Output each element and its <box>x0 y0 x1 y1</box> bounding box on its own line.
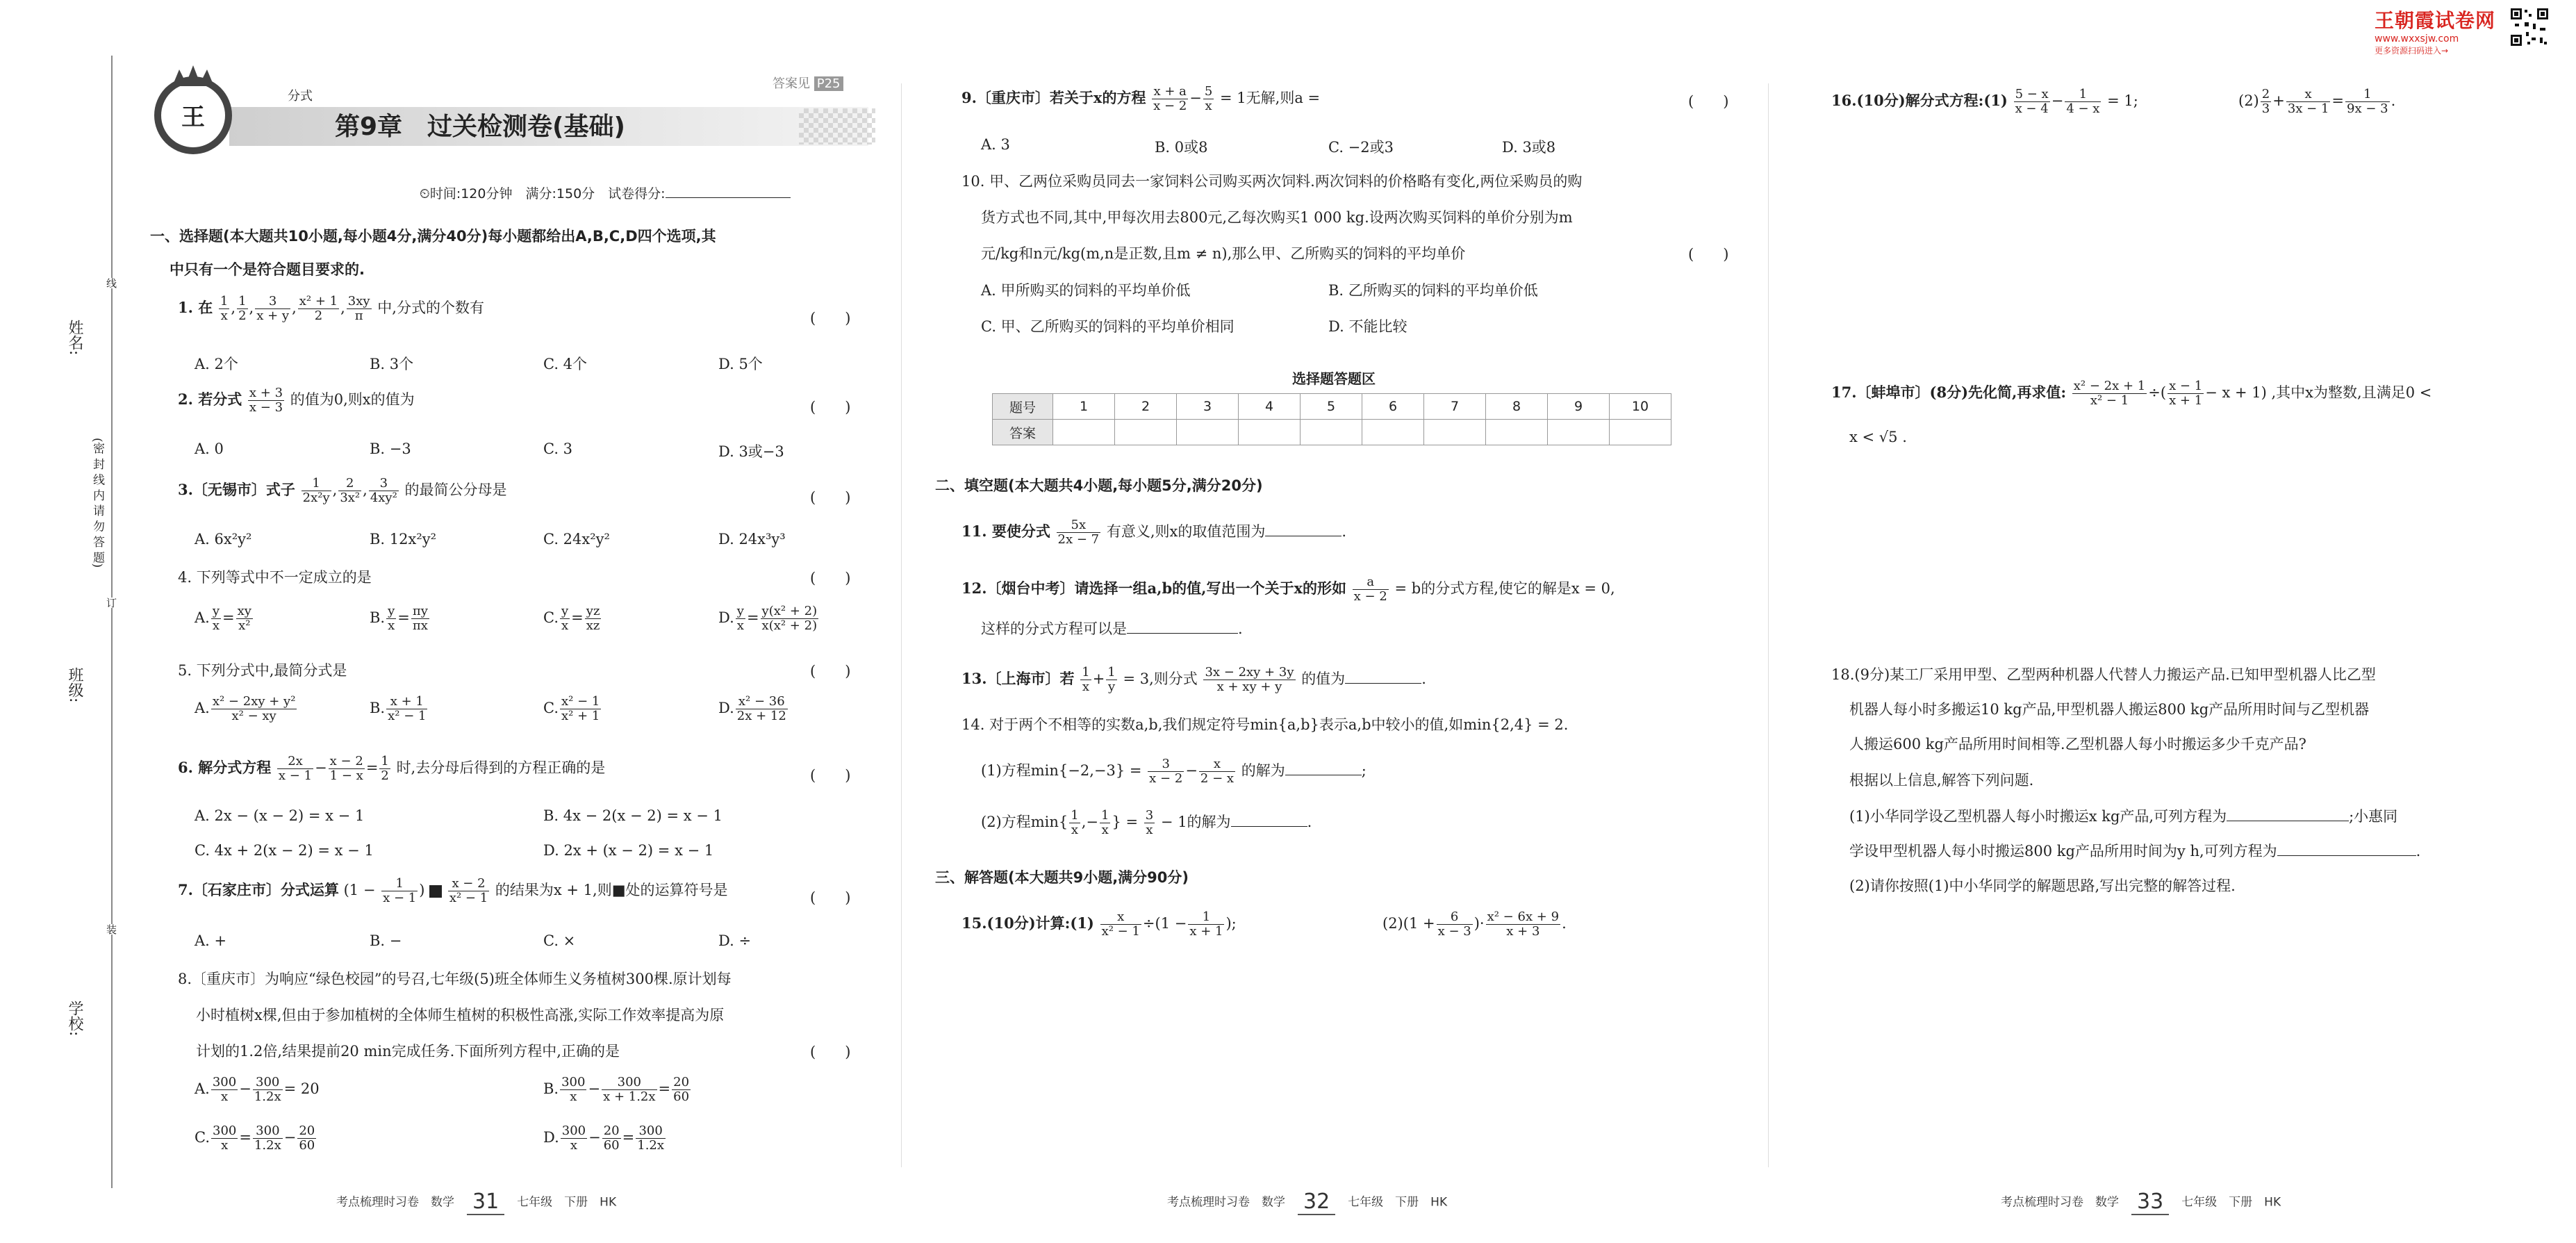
question-18-part2: (2)请你按照(1)中小华同学的解题思路,写出完整的解答过程. <box>1849 878 2236 894</box>
brand-name: 王朝霞试卷网 <box>2375 9 2496 32</box>
page-title: 第9章 过关检测卷(基础) <box>335 113 625 141</box>
option-a[interactable]: A. 甲所购买的饲料的平均单价低 <box>981 282 1191 299</box>
question-12-cont: 这样的分式方程可以是 . <box>981 620 1243 637</box>
question-1: 1. 在 $\frac{1}{x}$ , $\frac{1}{2}$ , $\frac{3}{x + y}$ , $\frac{\text{x² + 1}}{2}$ , $\frac{3xy}{\pi}$ 中,分式的个数有 <box>178 294 484 323</box>
question-10: 10. 甲、乙两位采购员同去一家饲料公司购买两次饲料.两次饲料的价格略有变化,两位采购员的购 <box>961 173 1583 190</box>
page-footer: 考点梳理时习卷 数学 32 七年级 下册 HK <box>1167 1190 1448 1214</box>
table-num: 7 <box>1424 394 1486 420</box>
page-divider-2 <box>1768 83 1769 1167</box>
option-d[interactable]: D. $\frac{y}{x}$ = $\frac{\text{y(x² + 2)}}{\text{x(x² + 2)}}$ <box>718 604 818 633</box>
question-10-cont: 货方式也不同,其中,甲每次用去800元,乙每次购买1 000 kg.设两次购买饲料的单价分别为m <box>981 209 1573 226</box>
question-18-cont: 人搬运600 kg产品所用时间相等.乙型机器人每小时搬运多少千克产品? <box>1849 736 2306 752</box>
option-a[interactable]: A. + <box>195 932 227 949</box>
subject-tag: 分式 <box>288 89 313 104</box>
table-num: 5 <box>1301 394 1362 420</box>
answer-cell[interactable] <box>1548 420 1610 445</box>
school-label: 学校: <box>66 1001 83 1037</box>
option-a[interactable]: A. 0 <box>195 441 224 457</box>
option-c[interactable]: C. 3 <box>543 441 573 457</box>
page-32 <box>903 0 1765 1243</box>
answer-cell[interactable] <box>1239 420 1301 445</box>
brand-tagline: 更多资源扫码进入→ <box>2375 46 2449 56</box>
question-12: 12.〔烟台中考〕请选择一组a,b的值,写出一个关于x的形如 $\frac{a}{x - 2}$ = b的分式方程,使它的解是x = 0, <box>961 575 1615 604</box>
svg-text:王: 王 <box>181 104 205 131</box>
answer-paren[interactable]: ( ) <box>810 489 851 506</box>
answer-paren[interactable]: ( ) <box>810 399 851 415</box>
table-num: 6 <box>1362 394 1424 420</box>
question-16-part2: (2) $\frac{2}{3}$ + $\frac{x}{3x - 1}$ = $\frac{1}{9x - 3}$ . <box>2238 87 2396 116</box>
answer-cell[interactable] <box>1486 420 1548 445</box>
option-c[interactable]: C. 4个 <box>543 356 588 372</box>
question-5: 5. 下列分式中,最简分式是 <box>178 662 347 679</box>
option-a[interactable]: A. 6x²y² <box>195 531 252 548</box>
answer-cell[interactable] <box>1115 420 1177 445</box>
page-31 <box>0 0 896 1243</box>
answer-cell[interactable] <box>1610 420 1671 445</box>
cut-mark-ding: 订 <box>105 598 117 608</box>
question-7: 7.〔石家庄市〕分式运算 (1 − $\frac{1}{x - 1}$ ) $\frac{x - 2}{\text{x² − 1}}$ 的结果为x + 1,则■处的运算符号是 <box>178 876 728 905</box>
option-d[interactable]: D. 3或−3 <box>718 443 784 460</box>
option-a[interactable]: A. 2个 <box>195 356 238 372</box>
answer-table <box>992 393 1671 445</box>
option-d[interactable]: D. $\frac{300}{x}$ − $\frac{20}{60}$ = $\frac{300}{1.2x}$ <box>543 1123 665 1153</box>
answer-ref-page: P25 <box>814 76 843 91</box>
answer-table-header-row <box>993 394 1671 420</box>
page-33 <box>1772 0 2576 1243</box>
answer-ref-label: 答案见 <box>773 76 810 91</box>
question-2: 2. 若分式 $\frac{x + 3}{x - 3}$ 的值为0,则x的值为 <box>178 386 415 415</box>
option-b[interactable]: B. 12x²y² <box>370 531 437 548</box>
section1-heading: 一、选择题(本大题共10小题,每小题4分,满分40分)每小题都给出A,B,C,D四个选项,其 <box>150 228 716 245</box>
option-b[interactable]: B. $\frac{x + 1}{\text{x² − 1}}$ <box>370 694 427 723</box>
question-10-cont: 元/kg和n元/kg(m,n是正数,且m ≠ n),那么甲、乙所购买的饲料的平均单价 <box>981 245 1466 262</box>
question-16: 16.(10分)解分式方程:(1) $\frac{5 - x}{x - 4}$ − $\frac{1}{4 - x}$ = 1; <box>1831 87 2138 116</box>
answer-paren[interactable]: ( ) <box>810 889 851 906</box>
table-header: 题号 <box>993 394 1053 420</box>
question-15-part2: (2)(1 + $\frac{6}{x - 3}$ )· $\frac{\text{x² − 6x + 9}}{x + 3}$ . <box>1382 909 1567 939</box>
table-num: 4 <box>1239 394 1301 420</box>
option-c[interactable]: C. 24x²y² <box>543 531 610 548</box>
answer-paren[interactable]: ( ) <box>810 1044 851 1060</box>
exam-meta: ⏲时间:120分钟 满分:150分 试卷得分: <box>420 183 791 204</box>
option-b[interactable]: B. $\frac{y}{x}$ = $\frac{\pi y}{\pi x}$ <box>370 604 428 633</box>
answer-table-title: 选择题答题区 <box>1292 370 1376 387</box>
table-num: 3 <box>1177 394 1239 420</box>
score-blank[interactable] <box>666 197 791 198</box>
section2-heading: 二、填空题(本大题共4小题,每小题5分,满分20分) <box>935 477 1263 494</box>
question-3: 3.〔无锡市〕式子 $\frac{1}{\text{2x²y}}$ , $\frac{2}{\text{3x²}}$ , $\frac{3}{\text{4xy²}}$ 的最简公分母是 <box>178 476 507 505</box>
page-footer: 考点梳理时习卷 数学 31 七年级 下册 HK <box>336 1190 617 1214</box>
question-6: 6. 解分式方程 $\frac{2x}{x - 1}$ − $\frac{x - 2}{1 - x}$ = $\frac{1}{2}$ 时,去分母后得到的方程正确的是 <box>178 754 606 783</box>
option-b[interactable]: B. 0或8 <box>1155 139 1208 156</box>
option-d[interactable]: D. 5个 <box>718 356 763 372</box>
answer-paren[interactable]: ( ) <box>810 310 851 327</box>
question-8: 8.〔重庆市〕为响应“绿色校园”的号召,七年级(5)班全体师生义务植树300棵.原计划每 <box>178 971 732 987</box>
option-b[interactable]: B. − <box>370 932 402 949</box>
question-11: 11. 要使分式 $\frac{5x}{2x - 7}$ 有意义,则x的取值范围为 . <box>961 518 1347 547</box>
option-c[interactable]: C. 甲、乙所购买的饲料的平均单价相同 <box>981 318 1235 335</box>
question-18-part1: (1)小华同学设乙型机器人每小时搬运x kg产品,可列方程为 ;小惠同 <box>1849 808 2398 825</box>
option-b[interactable]: B. −3 <box>370 441 411 457</box>
fill-blank[interactable] <box>1231 826 1307 827</box>
option-a[interactable]: A. $\frac{\text{x² − 2xy + y²}}{\text{x² − xy}}$ <box>195 694 296 723</box>
option-b[interactable]: B. 3个 <box>370 356 414 372</box>
answer-table-answer-row <box>993 420 1671 445</box>
banner-pattern <box>799 108 875 145</box>
page-footer: 考点梳理时习卷 数学 33 七年级 下册 HK <box>2001 1190 2281 1214</box>
question-18-cont: 机器人每小时多搬运10 kg产品,甲型机器人搬运800 kg产品所用时间与乙型机器 <box>1849 701 2370 718</box>
option-d[interactable]: D. $\frac{\text{x² − 36}}{2x + 12}$ <box>718 694 786 723</box>
brand-url: www.wxxsjw.com <box>2375 33 2459 44</box>
option-d[interactable]: D. 2x + (x − 2) = x − 1 <box>543 842 714 859</box>
answer-paren[interactable]: ( ) <box>1688 246 1729 263</box>
answer-paren[interactable]: ( ) <box>1688 93 1729 110</box>
option-a[interactable]: A. 2x − (x − 2) = x − 1 <box>195 807 365 824</box>
answer-reference <box>773 74 843 94</box>
fill-blank[interactable] <box>2277 855 2416 856</box>
name-label: 姓名: <box>66 320 83 356</box>
question-14-part1: (1)方程min{−2,−3} = $\frac{3}{x - 2}$ − $\frac{x}{2 - x}$ 的解为 ; <box>981 757 1367 786</box>
option-d[interactable]: D. 不能比较 <box>1328 318 1407 335</box>
page-number: 33 <box>2131 1190 2169 1215</box>
table-num: 1 <box>1053 394 1115 420</box>
question-8-cont: 小时植树x棵,但由于参加植树的全体师生植树的积极性高涨,实际工作效率提高为原 <box>196 1007 725 1023</box>
option-d[interactable]: D. 3或8 <box>1502 139 1556 156</box>
answer-cell[interactable] <box>1362 420 1424 445</box>
question-13: 13.〔上海市〕若 $\frac{1}{x}$ + $\frac{1}{y}$ = 3,则分式 $\frac{3x - 2xy + 3y}{x + xy + y}$ 的值为 . <box>961 665 1426 694</box>
answer-cell[interactable] <box>1177 420 1239 445</box>
page-divider-1 <box>901 83 902 1167</box>
option-a[interactable]: A. $\frac{300}{x}$ − $\frac{300}{1.2x}$ = 20 <box>195 1075 320 1104</box>
answer-cell[interactable] <box>1053 420 1115 445</box>
option-c[interactable]: C. $\frac{y}{x}$ = $\frac{yz}{xz}$ <box>543 604 600 633</box>
page-number: 32 <box>1298 1190 1335 1215</box>
answer-paren[interactable]: ( ) <box>810 663 851 680</box>
question-17-cont: x < √5 . <box>1849 429 1907 445</box>
option-c[interactable]: C. 4x + 2(x − 2) = x − 1 <box>195 842 374 859</box>
fill-blank[interactable] <box>1127 633 1238 634</box>
answer-paren[interactable]: ( ) <box>810 570 851 586</box>
option-c[interactable]: C. × <box>543 932 576 949</box>
question-14-part2: (2)方程min{ $\frac{1}{x}$ ,− $\frac{1}{x}$ } = $\frac{3}{x}$ − 1的解为 . <box>981 808 1312 837</box>
class-label: 班级: <box>66 667 83 703</box>
option-c[interactable]: C. $\frac{\text{x² − 1}}{\text{x² + 1}}$ <box>543 694 600 723</box>
answer-cell[interactable] <box>1424 420 1486 445</box>
table-num: 10 <box>1610 394 1671 420</box>
option-d[interactable]: D. ÷ <box>718 932 752 949</box>
question-17: 17.〔蚌埠市〕(8分)先化简,再求值: $\frac{\text{x² − 2x + 1}}{\text{x² − 1}}$ ÷( $\frac{x - 1}{x + 1}$ − x + 1) ,其中x为整数,且满足0 < <box>1831 379 2432 408</box>
cut-mark-line: 线 <box>105 278 117 288</box>
question-4: 4. 下列等式中不一定成立的是 <box>178 569 372 586</box>
option-b[interactable]: B. 乙所购买的饲料的平均单价低 <box>1328 282 1538 299</box>
section3-heading: 三、解答题(本大题共9小题,满分90分) <box>935 869 1189 886</box>
option-c[interactable]: C. $\frac{300}{x}$ = $\frac{300}{1.2x}$ − $\frac{20}{60}$ <box>195 1123 315 1153</box>
option-c[interactable]: C. −2或3 <box>1328 139 1394 156</box>
section1-heading-cont: 中只有一个是符合题目要求的. <box>170 261 365 278</box>
answer-cell[interactable] <box>1301 420 1362 445</box>
table-num: 2 <box>1115 394 1177 420</box>
answer-paren[interactable]: ( ) <box>810 767 851 784</box>
seal-notice: (密 封 线 内 请 勿 答 题) <box>90 438 104 568</box>
brand-emblem-icon <box>145 58 242 163</box>
question-9: 9.〔重庆市〕若关于x的方程 $\frac{x + a}{x - 2}$ − $\frac{5}{x}$ = 1无解,则a = <box>961 84 1321 113</box>
fill-blank[interactable] <box>1345 683 1421 684</box>
option-a[interactable]: A. $\frac{y}{x}$ = $\frac{xy}{\text{x²}}$ <box>195 604 251 633</box>
option-d[interactable]: D. 24x³y³ <box>718 531 786 548</box>
question-8-cont: 计划的1.2倍,结果提前20 min完成任务.下面所列方程中,正确的是 <box>196 1043 620 1060</box>
option-b[interactable]: B. $\frac{300}{x}$ − $\frac{300}{x + 1.2x}$ = $\frac{20}{60}$ <box>543 1075 690 1104</box>
question-14: 14. 对于两个不相等的实数a,b,我们规定符号min{a,b}表示a,b中较小的值,如min{2,4} = 2. <box>961 716 1569 733</box>
table-num: 9 <box>1548 394 1610 420</box>
question-18-part1-cont: 学设甲型机器人每小时搬运800 kg产品所用时间为y h,可列方程为 . <box>1849 843 2421 859</box>
cut-mark-zhuang: 装 <box>105 924 117 935</box>
binding-line <box>111 56 113 1188</box>
question-15: 15.(10分)计算:(1) $\frac{x}{\text{x² − 1}}$ ÷(1 − $\frac{1}{x + 1}$ ); <box>961 909 1237 939</box>
question-18: 18.(9分)某工厂采用甲型、乙型两种机器人代替人力搬运产品.已知甲型机器人比乙型 <box>1831 666 2376 683</box>
table-num: 8 <box>1486 394 1548 420</box>
option-b[interactable]: B. 4x − 2(x − 2) = x − 1 <box>543 807 723 824</box>
option-a[interactable]: A. 3 <box>981 136 1010 153</box>
page-number: 31 <box>467 1190 504 1215</box>
question-18-cont: 根据以上信息,解答下列问题. <box>1849 772 2034 789</box>
table-answer-label: 答案 <box>993 420 1053 445</box>
